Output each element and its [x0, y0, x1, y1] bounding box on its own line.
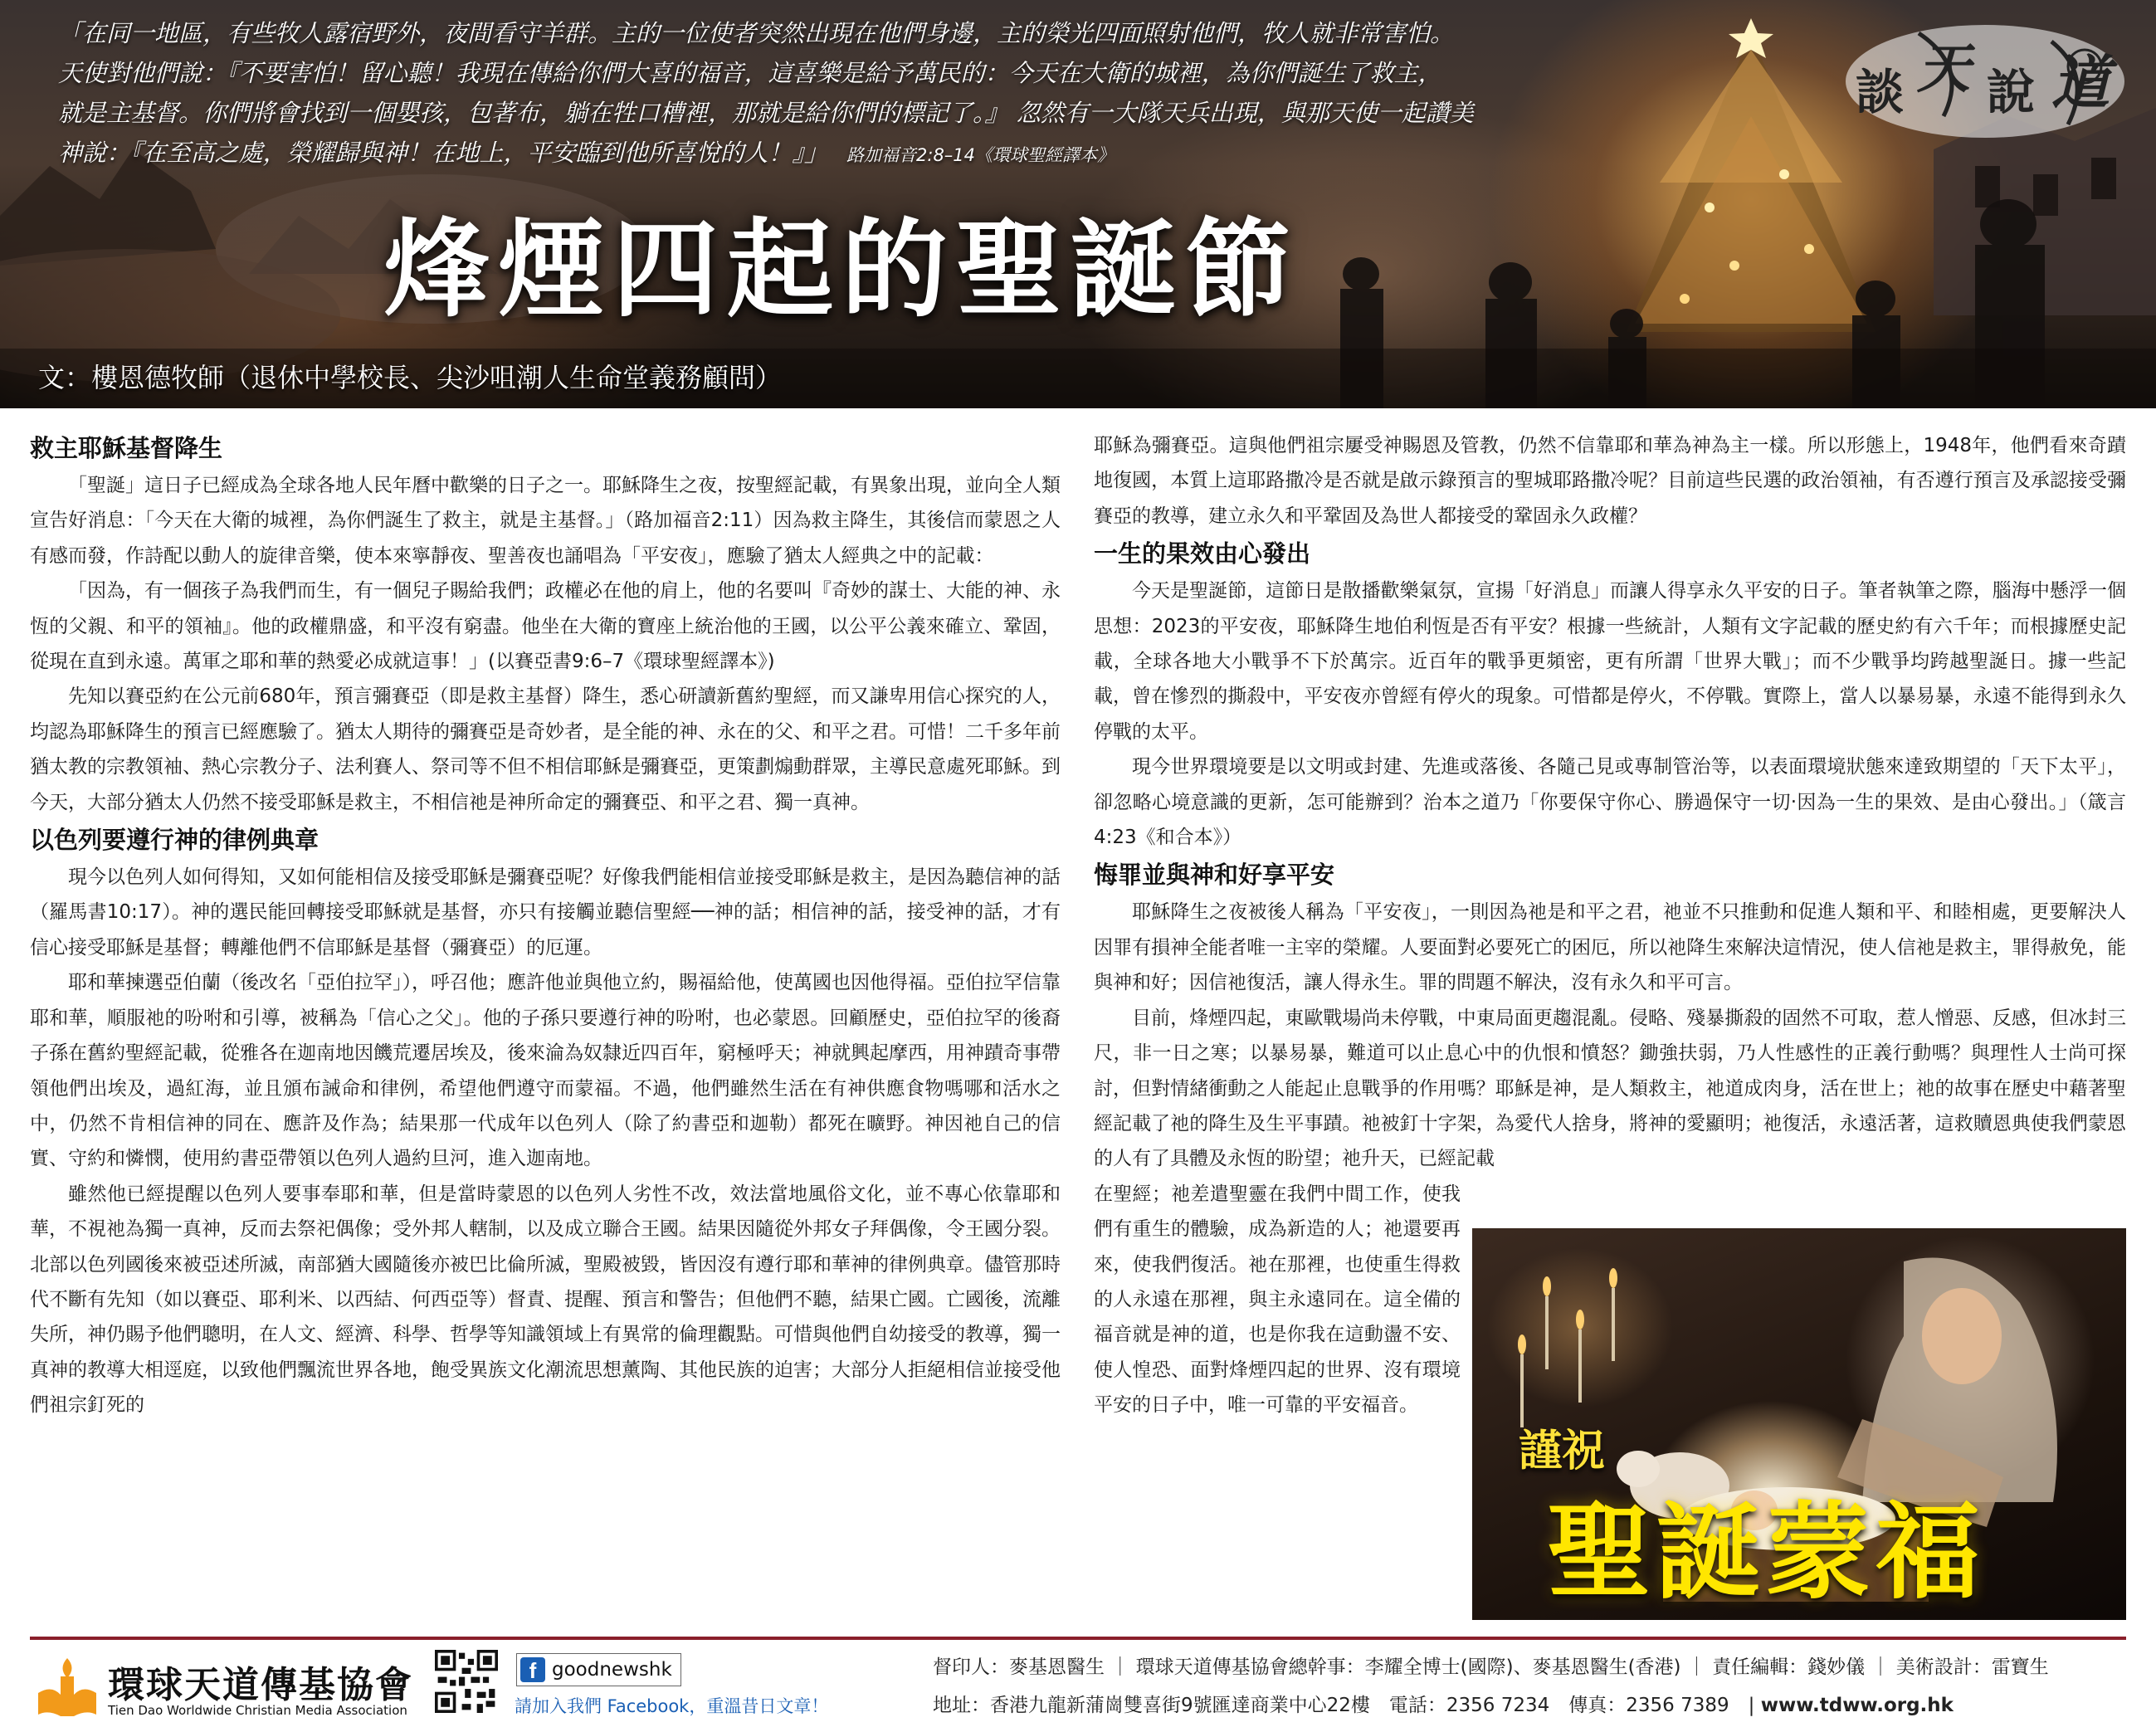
- article-paragraph: 耶和華揀選亞伯蘭（後改名「亞伯拉罕」），呼召他；應許他並與他立約，賜福給他，使萬國也因他得福。亞伯拉罕信靠耶和華，順服祂的吩咐和引導，被稱為「信心之父」。他的子孫只要遵行神的吩咐，也必蒙恩。回顧歷史，亞伯拉罕的後裔子孫在舊約聖經記載，從雅各在迦南地因饑荒遷居埃及，後來淪為奴隸近四百年，窮極呼天；神就興起摩西，用神蹟奇事帶領他們出埃及，過紅海，並且頒布誡命和律例，希望他們遵守而蒙福。不過，他們雖然生活在有神供應食物嗎哪和活水之中，仍然不肯相信神的同在、應許及作為；結果那一代成年以色列人（除了約書亞和迦勒）都死在曠野。神因祂自己的信實、守約和憐憫，使用約書亞帶領以色列人過約旦河，進入迦南地。: [30, 972, 1061, 1170]
- nativity-image: [1472, 1228, 2126, 1620]
- article-paragraph: 今天是聖誕節，這節日是散播歡樂氣氛，宣揚「好消息」而讓人得享永久平安的日子。筆者執筆之際，腦海中懸浮一個思想：2023的平安夜，耶穌降生地伯利恆是否有平安？根據一些統計，人類有文字記載的歷史約有六千年；而根據歷史記載，全球各地大小戰爭不下於萬宗。近百年的戰爭更頻密，更有所謂「世界大戰」；而不少戰爭均跨越聖誕日。據一些記載，曾在慘烈的撕殺中，平安夜亦曾經有停火的現象。可惜都是停火，不停戰。實際上，當人以暴易暴，永遠不能得到永久停戰的太平。: [1094, 580, 2126, 743]
- organization-name-en: Tien Dao Worldwide Christian Media Association: [108, 1703, 407, 1718]
- column-logo-char: 道: [2051, 48, 2110, 117]
- facebook-handle: goodnewshk: [552, 1659, 672, 1681]
- article-paragraph: 在聖經；祂差遣聖靈在我們中間工作，使我們有重生的體驗，成為新造的人；祂還要再來，使我們復活。祂在那裡，也使重生得救的人永遠在那裡，與主永遠同在。這全備的福音就是神的道，也是你我在這動盪不安、使人惶恐、面對烽煙四起的世界、沒有環境平安的日子中，唯一可靠的平安福音。: [1094, 1183, 1461, 1417]
- wrapped-text-block: [1094, 1177, 1461, 1423]
- article-paragraph: 先知以賽亞約在公元前680年，預言彌賽亞（即是救主基督）降生，悉心研讀新舊約聖經，而又謙卑用信心探究的人，均認為耶穌降生的預言已經應驗了。猶太人期待的彌賽亞是奇妙者，是全能的神、永在的父、和平之君。可惜！二千多年前猶太教的宗教領袖、熱心宗教分子、法利賽人、祭司等不但不相信耶穌是彌賽亞，更策劃煽動群眾，主導民意處死耶穌。到今天，大部分猶太人仍然不接受耶穌是救主，不相信祂是神所命定的彌賽亞、和平之君、獨一真神。: [30, 685, 1061, 813]
- article-paragraph: 耶穌降生之夜被後人稱為「平安夜」，一則因為祂是和平之君，祂並不只推動和促進人類和平、和睦相處，更要解決人因罪有損神全能者唯一主宰的榮耀。人要面對必要死亡的困厄，所以祂降生來解決這情況，使人信祂是救主，罪得赦免，能與神和好；因信祂復活，讓人得永生。罪的問題不解決，沒有永久和平可言。: [1094, 901, 2126, 994]
- address-text: 地址：香港九龍新蒲崗雙喜街9號匯達商業中心22樓 電話：2356 7234 傳真：2356 7389 |: [933, 1695, 1755, 1716]
- greeting-big: 聖誕蒙福: [1547, 1491, 1985, 1613]
- column-logo: [1844, 17, 2126, 141]
- facebook-invite-text: 請加入我們 Facebook，重溫昔日文章！: [515, 1696, 829, 1716]
- organization-logo-icon: [32, 1651, 103, 1726]
- organization-name: 環球天道傳基協會: [108, 1664, 413, 1706]
- article-paragraph: 目前，烽煙四起，東歐戰場尚未停戰，中東局面更趨混亂。侵略、殘暴撕殺的固然不可取，惹人憎惡、反感，但冰封三尺，非一日之寒；以暴易暴，難道可以止息心中的仇恨和憤怒？鋤強扶弱，乃人性感性的正義行動嗎？與理性人士尚可探討，但對情緒衝動之人能起止息戰爭的作用嗎？耶穌是神，是人類救主，祂道成肉身，活在世上；祂的故事在歷史中藉著聖經記載了祂的降生及生平事蹟。祂被釘十字架，為愛代人捨身，將神的愛顯明；祂復活，永遠活著，這救贖恩典使我們蒙恩的人有了具體及永恆的盼望；祂升天，已經記載: [1094, 1007, 2126, 1170]
- contact-info: [933, 1690, 1954, 1717]
- scripture-quote: [58, 13, 1635, 175]
- section-heading: 救主耶穌基督降生: [30, 434, 223, 462]
- column-logo-char: 天: [1917, 38, 1970, 100]
- quote-line: 「在同一地區，有些牧人露宿野外，夜間看守羊群。主的一位使者突然出現在他們身邊，主的榮光四面照射他們，牧人就非常害怕。: [58, 19, 1455, 47]
- article-paragraph: 耶穌為彌賽亞。這與他們祖宗屢受神賜恩及管教，仍然不信靠耶和華為神為主一樣。所以形態上，1948年，他們看來奇蹟地復國，本質上這耶路撒冷是否就是啟示錄預言的聖城耶路撒冷呢？目前這些民選的政治領袖，有否遵行預言及承認接受彌賽亞的教導，建立永久和平鞏固及為世人都接受的鞏固永久政權？: [1094, 435, 2126, 527]
- quote-line: 就是主基督。你們將會找到一個嬰孩，包著布，躺在牲口槽裡，那就是給你們的標記了。』 忽然有一大隊天兵出現，與那天使一起讚美: [58, 99, 1474, 127]
- facebook-link[interactable]: [516, 1653, 681, 1686]
- column-logo-char: 說: [1987, 64, 2036, 120]
- quote-line-text: 神說：『在至高之處，榮耀歸與神！在地上，平安臨到他所喜悅的人！』」: [58, 139, 829, 167]
- author-byline: 文：樓恩德牧師（退休中學校長、尖沙咀潮人生命堂義務顧問）: [38, 362, 783, 393]
- website-link[interactable]: www.tdww.org.hk: [1760, 1695, 1954, 1716]
- article-paragraph: 現今世界環境要是以文明或封建、先進或落後、各隨己見或專制管治等，以表面環境狀態來達致期望的「天下太平」，卻忽略心境意識的更新，怎可能辦到？治本之道乃「你要保守你心、勝過保守一切‧因為一生的果效、是由心發出。」（箴言4:23《和合本》）: [1094, 756, 2126, 849]
- page-title: 烽煙四起的聖誕節: [383, 208, 1300, 332]
- quote-reference: 路加福音2:8–14《環球聖經譯本》: [846, 145, 1115, 165]
- qr-code-icon[interactable]: [435, 1650, 498, 1713]
- article-paragraph: 雖然他已經提醒以色列人要事奉耶和華，但是當時蒙恩的以色列人劣性不改，效法當地風俗文化，並不專心依靠耶和華，不視祂為獨一真神，反而去祭祀偶像；受外邦人轄制，以及成立聯合王國。結果因隨從外邦女子拜偶像，令王國分裂。北部以色列國後來被亞述所滅，南部猶大國隨後亦被巴比倫所滅，聖殿被毀，皆因沒有遵行耶和華神的律例典章。儘管那時代不斷有先知（如以賽亞、耶利米、以西結、何西亞等）督責、提醒、預言和警告；但他們不聽，結果亡國。亡國後，流離失所，神仍賜予他們聰明，在人文、經濟、科學、哲學等知識領域上有異常的倫理觀點。可惜與他們自幼接受的教導，獨一真神的教導大相逕庭，以致他們飄流世界各地，飽受異族文化潮流思想薰陶、其他民族的迫害；大部分人拒絕相信並接受他們祖宗釘死的: [30, 1183, 1061, 1417]
- greeting-small: 謹祝: [1519, 1427, 1606, 1476]
- publication-credits: 督印人：麥基恩醫生 ｜ 環球天道傳基協會總幹事：李耀全博士(國際)、麥基恩醫生(香港) ｜ 責任編輯：錢妙儀 ｜ 美術設計：雷寶生: [933, 1656, 2049, 1678]
- article-column-left: [30, 428, 1061, 1423]
- quote-line: 天使對他們說：『不要害怕！留心聽！我現在傳給你們大喜的福音，這喜樂是給予萬民的：今天在大衛的城裡，為你們誕生了救主，: [58, 59, 1442, 87]
- article-paragraph: 「聖誕」這日子已經成為全球各地人民年曆中歡樂的日子之一。耶穌降生之夜，按聖經記載，有異象出現，並向全人類宣告好消息：「今天在大衛的城裡，為你們誕生了救主，就是主基督。」（路加福音2:11）因為救主降生，其後信而蒙恩之人有感而發，作詩配以動人的旋律音樂，使本來寧靜夜、聖善夜也誦唱為「平安夜」，應驗了猶太人經典之中的記載：: [30, 475, 1061, 567]
- column-logo-char: 談: [1856, 64, 1905, 120]
- footer-divider: [30, 1637, 2126, 1640]
- section-heading: 悔罪並與神和好享平安: [1094, 861, 1335, 890]
- section-heading: 一生的果效由心發出: [1094, 539, 1311, 568]
- section-heading: 以色列要遵行神的律例典章: [30, 826, 319, 855]
- header-banner: [0, 0, 2156, 408]
- quote-line: [58, 133, 1635, 175]
- facebook-icon: f: [520, 1657, 545, 1682]
- scripture-citation: 「因為，有一個孩子為我們而生，有一個兒子賜給我們；政權必在他的肩上，他的名要叫『奇妙的謀士、大能的神、永恆的父親、和平的領袖』。他的政權鼎盛，和平沒有窮盡。他坐在大衛的寶座上統治他的王國，以公平公義來確立、鞏固，從現在直到永遠。萬軍之耶和華的熱愛必成就這事！」(以賽亞書9:6–7《環球聖經譯本》): [30, 580, 1061, 673]
- article-paragraph: 現今以色列人如何得知，又如何能相信及接受耶穌是彌賽亞呢？好像我們能相信並接受耶穌是救主，是因為聽信神的話（羅馬書10:17）。神的選民能回轉接受耶穌就是基督，亦只有接觸並聽信聖經──神的話；相信神的話，接受神的話，才有信心接受耶穌是基督；轉離他們不信耶穌是基督（彌賽亞）的厄運。: [30, 866, 1061, 959]
